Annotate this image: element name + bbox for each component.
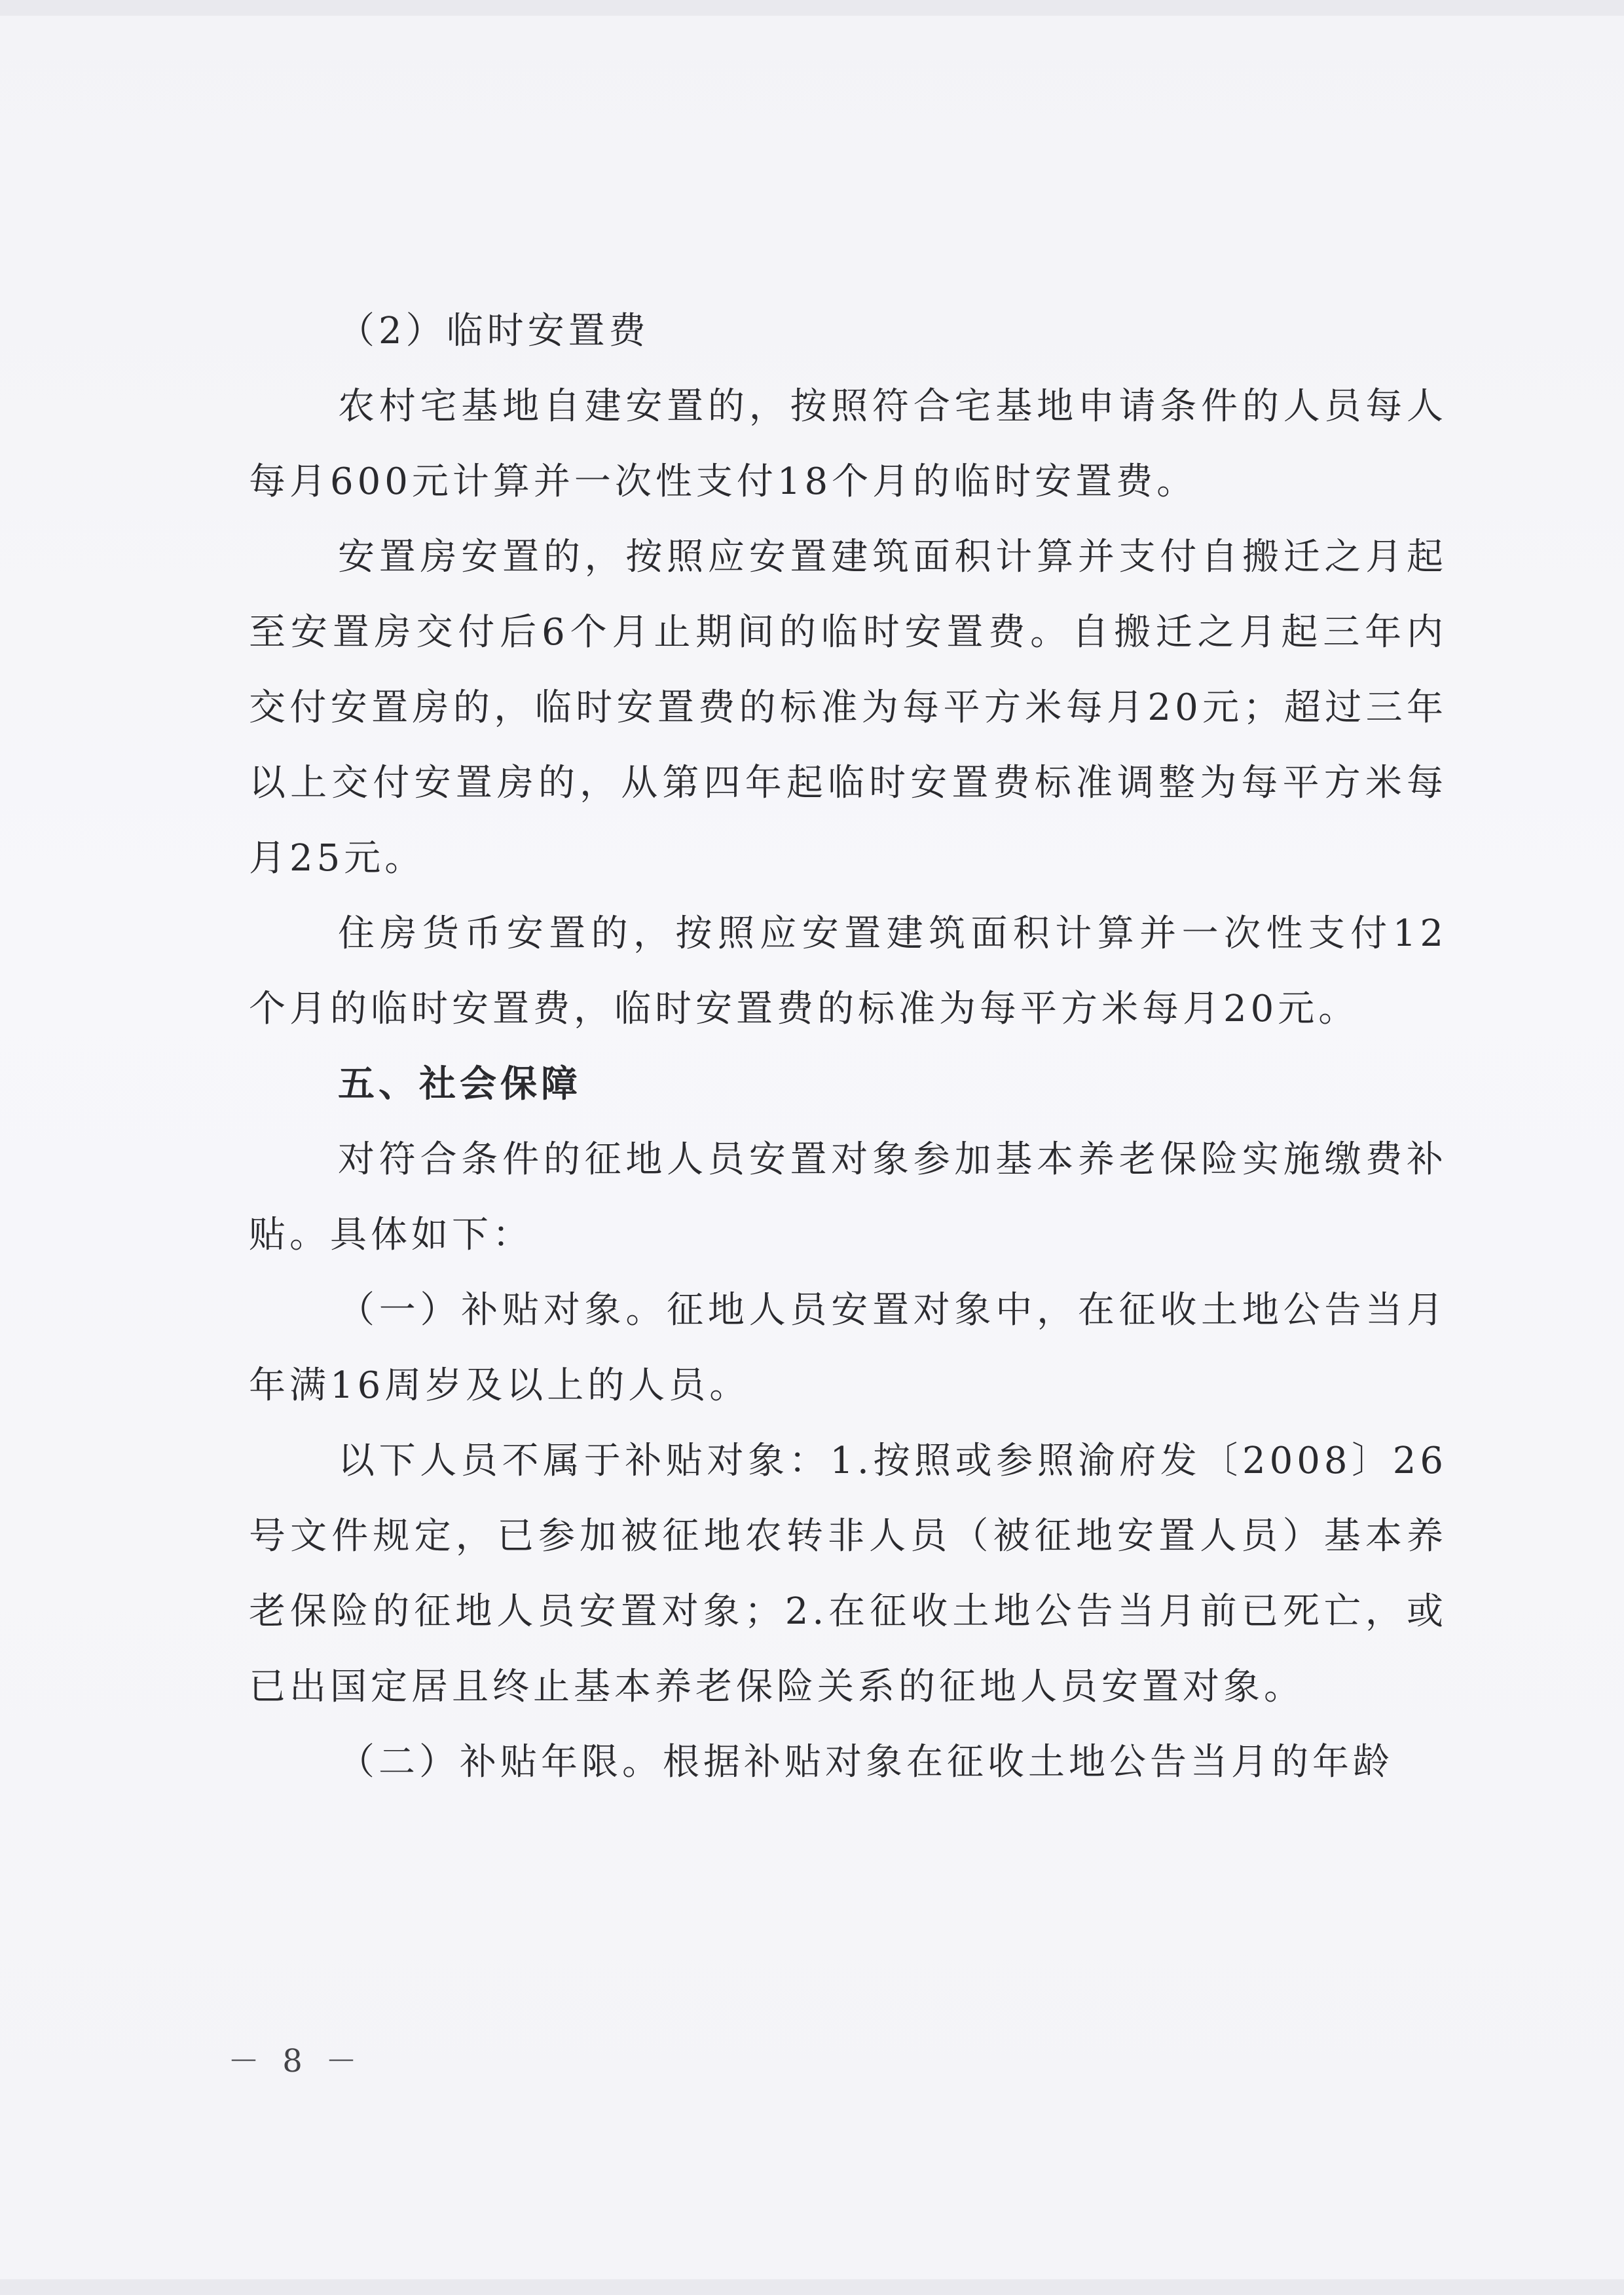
scan-top-edge	[0, 0, 1624, 16]
section-heading-social-security: 五、社会保障	[338, 1063, 581, 1106]
scan-bottom-edge	[0, 2279, 1624, 2295]
paragraph-monetary-resettlement: 住房货币安置的，按照应安置建筑面积计算并一次性支付12个月的临时安置费，临时安置费的标准为每平方米每月20元。	[249, 912, 1447, 1030]
paragraph-homestead-resettlement: 农村宅基地自建安置的，按照符合宅基地申请条件的人员每人每月600元计算并一次性支付18个月的临时安置费。	[249, 385, 1447, 503]
paragraph-resettlement-housing: 安置房安置的，按照应安置建筑面积计算并支付自搬迁之月起至安置房交付后6个月止期间的临时安置费。自搬迁之月起三年内交付安置房的，临时安置费的标准为每平方米每月20元；超过三年以上交付安置房的，从第四年起临时安置费标准调整为每平方米每月25元。	[249, 536, 1447, 880]
paragraph-excluded-persons: 以下人员不属于补贴对象：1.按照或参照渝府发〔2008〕26号文件规定，已参加被征地农转非人员（被征地安置人员）基本养老保险的征地人员安置对象；2.在征收土地公告当月前已死亡，或已出国定居且终止基本养老保险关系的征地人员安置对象。	[249, 1440, 1447, 1708]
page-number: － 8 －	[228, 2043, 364, 2080]
paragraph-subsidy-recipients: （一）补贴对象。征地人员安置对象中，在征收土地公告当月年满16周岁及以上的人员。	[249, 1289, 1447, 1407]
document-body	[249, 293, 1447, 1800]
paragraph-subsidy-duration: （二）补贴年限。根据补贴对象在征收土地公告当月的年龄	[338, 1741, 1393, 1783]
subheading-temporary-resettlement-fee: （2）临时安置费	[338, 310, 650, 352]
paragraph-pension-subsidy-intro: 对符合条件的征地人员安置对象参加基本养老保险实施缴费补贴。具体如下：	[249, 1138, 1447, 1256]
